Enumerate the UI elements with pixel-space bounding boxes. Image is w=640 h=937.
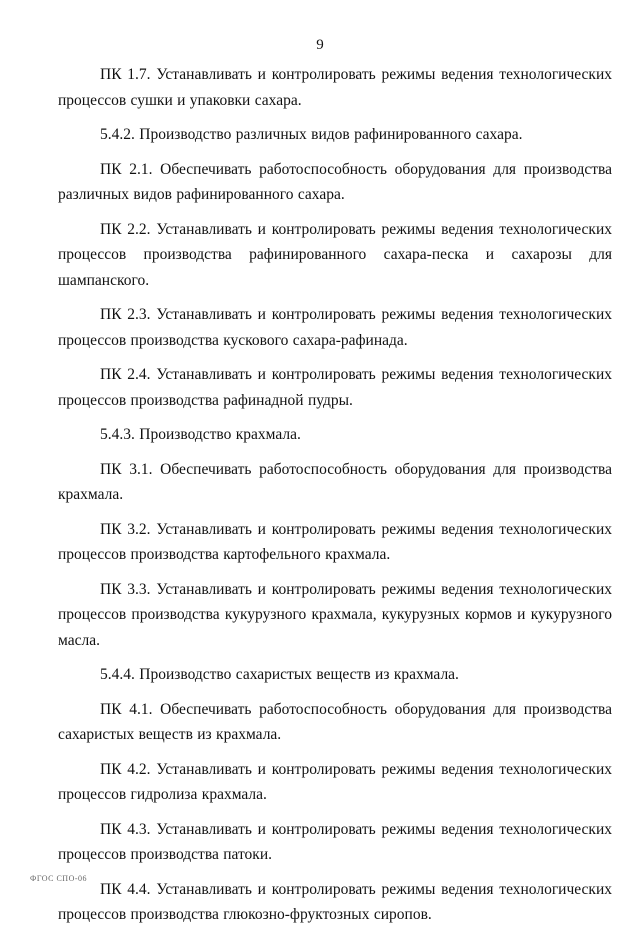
paragraph-pk-2-4: ПК 2.4. Устанавливать и контролировать режимы ведения технологических процессов производства рафинадной пудры. (58, 366, 612, 409)
paragraph-pk-2-1: ПК 2.1. Обеспечивать работоспособность оборудования для производства различных видов рафинированного сахара. (58, 160, 612, 203)
paragraph-pk-2-3: ПК 2.3. Устанавливать и контролировать режимы ведения технологических процессов производства кускового сахара-рафинада. (58, 306, 612, 349)
paragraph-pk-2-2: ПК 2.2. Устанавливать и контролировать режимы ведения технологических процессов производства рафинированного сахара-песка и сахарозы для шампанского. (58, 220, 612, 289)
footer-mark: ФГОС СПО-06 (30, 874, 88, 883)
page-number: 9 (316, 37, 324, 53)
paragraph-pk-4-3: ПК 4.3. Устанавливать и контролировать режимы ведения технологических процессов производства патоки. (58, 820, 612, 863)
section-heading-5-4-4: 5.4.4. Производство сахаристых веществ из крахмала. (100, 666, 459, 683)
paragraph-pk-4-1: ПК 4.1. Обеспечивать работоспособность оборудования для производства сахаристых веществ из крахмала. (58, 700, 612, 743)
section-heading-5-4-3: 5.4.3. Производство крахмала. (100, 426, 301, 443)
paragraph-pk-4-4: ПК 4.4. Устанавливать и контролировать режимы ведения технологических процессов производства глюкозно-фруктозных сиропов. (58, 880, 612, 923)
section-heading-5-4-2: 5.4.2. Производство различных видов рафинированного сахара. (100, 126, 523, 143)
document-body (58, 62, 612, 937)
paragraph-pk-3-3: ПК 3.3. Устанавливать и контролировать режимы ведения технологических процессов производства кукурузного крахмала, кукурузных кормов и кукурузного масла. (58, 580, 612, 649)
paragraph-pk-4-2: ПК 4.2. Устанавливать и контролировать режимы ведения технологических процессов гидролиза крахмала. (58, 760, 612, 803)
paragraph-pk-3-1: ПК 3.1. Обеспечивать работоспособность оборудования для производства крахмала. (58, 460, 612, 503)
paragraph-pk-1-7: ПК 1.7. Устанавливать и контролировать режимы ведения технологических процессов сушки и упаковки сахара. (58, 66, 612, 109)
paragraph-pk-3-2: ПК 3.2. Устанавливать и контролировать режимы ведения технологических процессов производства картофельного крахмала. (58, 520, 612, 563)
